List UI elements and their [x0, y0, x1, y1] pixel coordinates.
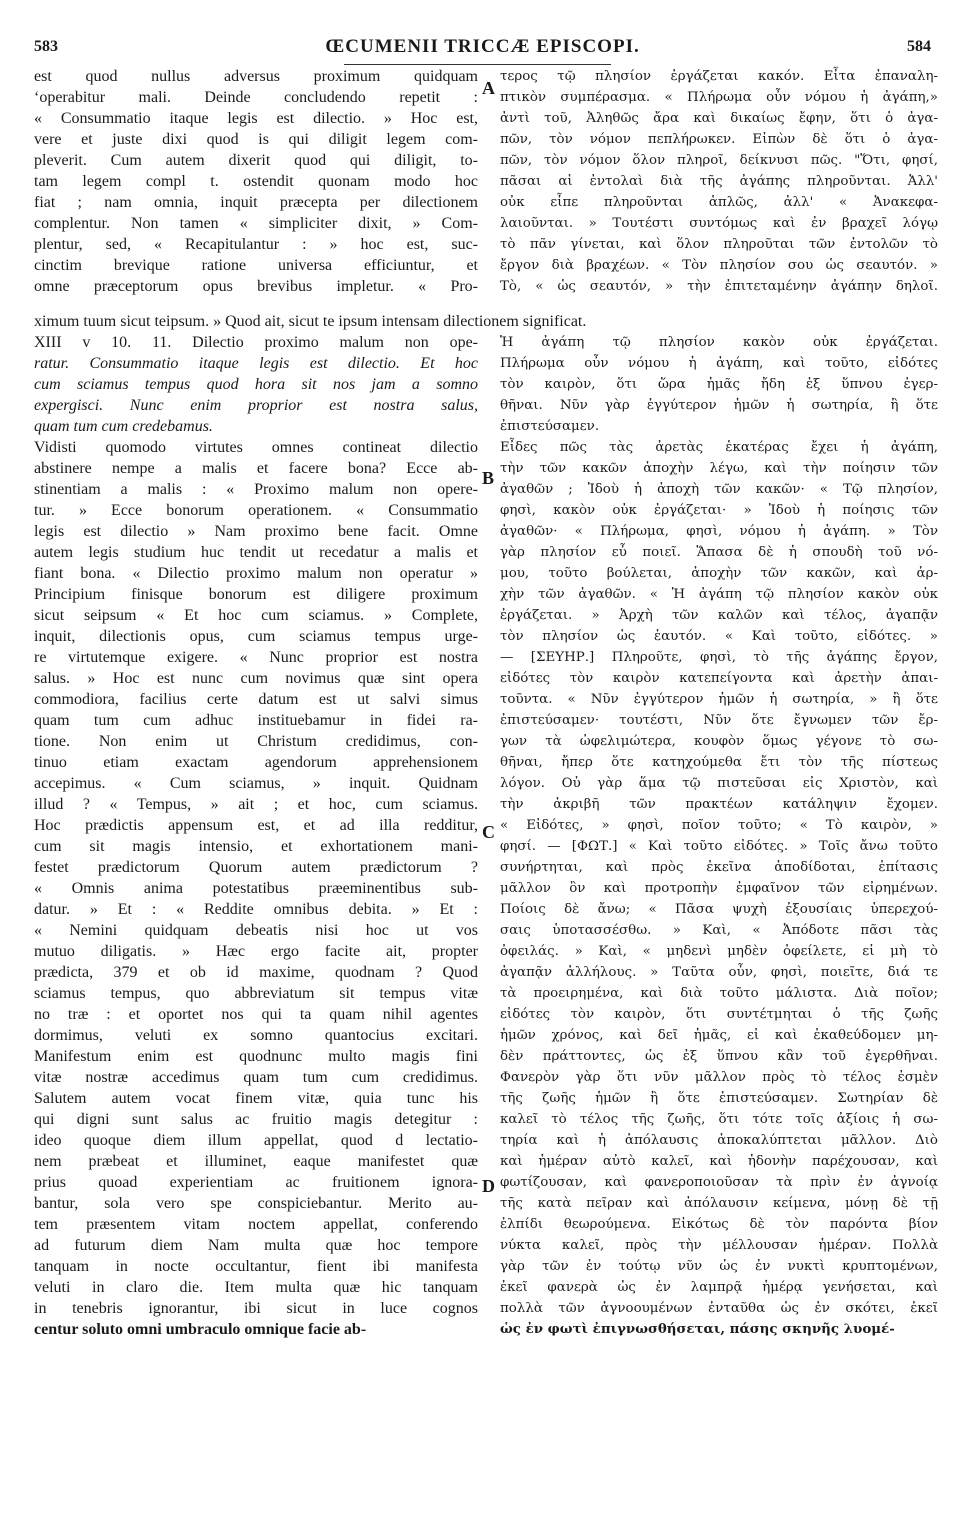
text-line: prius quoad experientiam ac fruitionem ignora- — [34, 1174, 478, 1191]
text-line: cinctim brevique ratione universa efficiuntur, et — [34, 257, 478, 274]
margin-marker-c: C — [482, 822, 495, 842]
text-line: Salutem autem vocat finem vitæ, quia tunc his — [34, 1090, 478, 1107]
text-line: ‘operabitur mali. Deinde concludendo repetit : — [34, 89, 478, 106]
text-line: re virtutemque exigere. « Nunc proprior est nostra — [34, 649, 478, 666]
text-line: « Nemini quidquam debeatis nisi hoc ut vos — [34, 922, 478, 939]
text-line: τοῦντα. « Νῦν ἐγγύτερον ἡμῶν ἡ σωτηρία, » ἢ ὅτε — [500, 692, 938, 707]
text-line: mutuo diligatis. » Hæc ergo facite ait, propter — [34, 943, 478, 960]
text-line: ἀντὶ τοῦ, Ἀληθῶς ἄρα καὶ δικαίως ἔφην, ὅτι ὁ ἀγα- — [500, 111, 938, 126]
text-line: accepimus. « Cum sciamus, » inquit. Quidnam — [34, 775, 478, 792]
text-line: νύκτα καλεῖ, πρὸς τὴν μέλλουσαν ἡμέραν. Πολλὰ — [500, 1238, 938, 1253]
text-line: ratur. Consummatio itaque legis est dilectio. Et hoc — [34, 355, 478, 372]
text-line: οὐκ εἶπε πληροῦνται ἁπλῶς, ἀλλ' « Ἀνακεφα- — [500, 195, 938, 210]
text-line: sicut seipsum « Et hoc cum sciamus. » Complete, — [34, 607, 478, 624]
text-line: πολλὰ τῶν ἀγνοουμένων ἐνταῦθα ὡς ἐν σκότει, ἐκεῖ — [500, 1301, 938, 1316]
text-line: Vidisti quomodo virtutes omnes contineat dilectio — [34, 439, 478, 456]
text-line: — [ΣΕΥΗΡ.] Πληροῦτε, φησὶ, τὸ τῆς ἀγάπης ἔργον, — [500, 650, 938, 665]
text-line: vitæ nostræ accedimus quam tum cum credidimus. — [34, 1069, 478, 1086]
text-line: fiant bona. « Dilectio proximo malum non operatur » — [34, 565, 478, 582]
text-line: Hoc prædictis appensum est, et ad illa redditur, — [34, 817, 478, 834]
text-line: cum sciamus tempus quod hora sit nos jam a somno — [34, 376, 478, 393]
text-line: tinuo etiam exactam agendorum apprehensionem — [34, 754, 478, 771]
text-line: ἀγαπᾷν ἀλλήλους. » Ταῦτα οὖν, φησὶ, ποιεῖτε, διά τε — [500, 965, 938, 980]
text-line: quam tum cum credebamus. — [34, 418, 213, 435]
text-line: autem legis studium huc tendit ut recedatur a malis et — [34, 544, 478, 561]
text-line: plentur, sed, « Recapitulantur : » hoc est, suc- — [34, 236, 478, 253]
text-line: tur. » Ecce bonorum operationem. « Consummatio — [34, 502, 478, 519]
text-line: Ποίοις δὲ ἄνω; « Πᾶσα ψυχὴ ἐξουσίαις ὑπερεχού- — [500, 902, 938, 917]
text-line: τὴν ἀκριβῆ τῶν πρακτέων κατάληψιν ἔχομεν. — [500, 797, 938, 812]
text-line: καὶ ἡμέραν αὐτὸ καλεῖ, καὶ ἡδονὴν παρέχουσαν, καὶ — [500, 1154, 938, 1169]
text-line: πῶν, τὸν νόμον ὅλον πληροῖ, δείκνυσι πῶς. "Ὅτι, φησί, — [500, 153, 938, 168]
text-line: Φανερὸν γὰρ ὅτι νῦν μᾶλλον πρὸς τὸ τέλος ἐσμὲν — [500, 1070, 938, 1085]
text-line: est quod nullus adversus proximum quidquam — [34, 68, 478, 85]
text-line: veluti in claro die. Item multa quæ hic tanquam — [34, 1279, 478, 1296]
text-line: Εἶδες πῶς τὰς ἀρετὰς ἑκατέρας ἔχει ἡ ἀγάπη, — [500, 440, 938, 455]
text-line: ἐλπίδι θεωρούμενα. Εἰκότως δὲ τὸν παρόντα βίον — [500, 1217, 938, 1232]
margin-marker-a: A — [482, 78, 495, 98]
running-header — [34, 30, 931, 60]
latin-column-top — [34, 66, 478, 297]
text-line: χὴν τῶν ἀγαθῶν. « Ἡ ἀγάπη τῷ πλησίον κακὸν οὐκ — [500, 587, 938, 602]
text-line: συνήρτηται, καὶ πρὸς ἐκεῖνα ἀποδίδοται, ἐπίτασις — [500, 860, 938, 875]
text-line: θῆναι. Νῦν γὰρ ἐγγύτερον ἡμῶν ἡ σωτηρία, ἢ ὅτε — [500, 398, 938, 413]
text-line: Πλήρωμα οὖν νόμου ἡ ἀγάπη, καὶ τοῦτο, εἰδότες — [500, 356, 938, 371]
text-line: Τὸ, « ὡς σεαυτόν, » τὴν ἐπιτεταμένην ἀγάπην δηλοῖ. — [500, 279, 938, 294]
text-line: expergisci. Nunc enim proprior est nostra salus, — [34, 397, 478, 414]
running-title: ŒCUMENII TRICCÆ EPISCOPI. — [325, 36, 640, 57]
text-line: dormimus, veluti ex somno quantocius excitari. — [34, 1027, 478, 1044]
text-line: ὀφειλάς. » Καὶ, « μηδενὶ μηδὲν ὀφείλετε, εἰ μὴ τὸ — [500, 944, 938, 959]
text-line: « Omnis anima potestatibus præeminentibus sub- — [34, 880, 478, 897]
margin-marker-b: B — [482, 468, 495, 488]
text-line: ideo quoque diem illum appellat, quod d lectatio- — [34, 1132, 478, 1149]
text-line: illud ? « Tempus, » ait ; et hoc, cum sciamus. — [34, 796, 478, 813]
greek-column-main — [500, 332, 938, 1340]
text-line: λόγον. Οὐ γὰρ ἅμα τῷ πιστεῦσαι εἰς Χριστὸν, καὶ — [500, 776, 938, 791]
text-line: πτικὸν συμπέρασμα. « Πλήρωμα οὖν νόμου ἡ ἀγάπη,» — [500, 90, 938, 105]
text-line: μου, τοῦτο βούλεται, ἀποχὴν τῶν κακῶν, καὶ ἀρ- — [500, 566, 938, 581]
text-line: ἐπιστεύσαμεν· τουτέστι, Νῦν ὅτε ἔγνωμεν τῶν ἔρ- — [500, 713, 938, 728]
text-line: ἡμῶν χρόνος, καὶ δεῖ ἡμᾶς, εἰ καὶ ἐκαθεύδομεν μη- — [500, 1028, 938, 1043]
text-line: quam tum cum adhuc instituebamur in fidei ra- — [34, 712, 478, 729]
text-line: τὸν πλησίον ὡς ἑαυτόν. « Καὶ τοῦτο, εἰδότες. » — [500, 629, 938, 644]
text-line: qui digni sunt salus ac fruitio magis detegitur : — [34, 1111, 478, 1128]
text-line: legis est dilectio » Nam proximo bene facit. Omne — [34, 523, 478, 540]
text-line: pleverit. Cum autem dixerit quod qui diligit, to- — [34, 152, 478, 169]
text-line: Ἡ ἀγάπη τῷ πλησίον κακὸν οὐκ ἐργάζεται. — [500, 335, 938, 350]
text-line: abstinere nempe a malis et facere bona? Ecce ab- — [34, 460, 478, 477]
text-line: complentur. Non tamen « simpliciter dixit, » Com- — [34, 215, 478, 232]
text-line: εἰδότες τὸν καιρὸν, ὅτι συντέτμηται ὁ τῆς ζωῆς — [500, 1007, 938, 1022]
text-line: ἀγαθῶν· « Πλήρωμα, φησὶ, νόμου ἡ ἀγάπη. » Τὸν — [500, 524, 938, 539]
text-line: εἰδότες τὸν καιρὸν κατεπείγοντα καὶ ἀρετὴν ἀπαι- — [500, 671, 938, 686]
text-line: omne præceptorum opus brevibus impletur. « Pro- — [34, 278, 478, 295]
text-line: τὰ προειρημένα, καὶ διὰ τοῦτο μάλιστα. Διὰ ποῖον; — [500, 986, 938, 1001]
text-line: stinentiam a malis : « Proximo malum non opere- — [34, 481, 478, 498]
header-rule — [344, 64, 611, 65]
text-line: sciamus tempus, quo abbreviatum sit tempus vitæ — [34, 985, 478, 1002]
text-line: πᾶσαι αἱ ἐντολαὶ διὰ τῆς ἀγάπης πληροῦνται. Ἀλλ' — [500, 174, 938, 189]
text-line: Principium finisque bonorum est diligere proximum — [34, 586, 478, 603]
text-line: ἐκεῖ φανερὰ ὡς ἐν λαμπρᾷ ἡμέρᾳ γενήσεται, καὶ — [500, 1280, 938, 1295]
text-line: tem præsentem vitam noctem appellat, conferendo — [34, 1216, 478, 1233]
text-line: inquit, dilectionis opus, cum sciamus tempus urge- — [34, 628, 478, 645]
text-line: πῶν, τὸν νόμον πεπλήρωκεν. Εἰπὼν δὲ ὅτι ὁ ἀγα- — [500, 132, 938, 147]
text-line: tanquam in nocte occultantur, fient ibi manifesta — [34, 1258, 478, 1275]
text-line: ad futurum diem Nam multa quæ hoc tempore — [34, 1237, 478, 1254]
text-line: δὲν πράττοντες, ὡς ἐξ ὕπνου κἂν τοῦ ἐγερθῆναι. — [500, 1049, 938, 1064]
text-line: « Consummatio itaque legis est dilectio. » Hoc est, — [34, 110, 478, 127]
text-line: τερος τῷ πλησίον ἐργάζεται κακόν. Εἶτα ἐπαναλη- — [500, 69, 938, 84]
margin-marker-d: D — [482, 1176, 495, 1196]
text-line: θῆναι, ἤπερ ὅτε κατηχούμεθα ἔτι τὸν τῆς πίστεως — [500, 755, 938, 770]
text-line: τηρία καὶ ἡ ἀπόλαυσις ἀποκαλύπτεται μᾶλλον. Διὸ — [500, 1133, 938, 1148]
text-line: γὰρ τῶν ἐν τούτῳ νῦν ὡς ἐν νυκτὶ κρυπτομένων, — [500, 1259, 938, 1274]
text-line: φωτίζουσαν, καὶ φανεροποιοῦσαν τὰ πρὶν ἐν ἀγνοίᾳ — [500, 1175, 938, 1190]
full-width-line: ximum tuum sicut teipsum. » Quod ait, sicut te ipsum intensam dilectionem significat. — [34, 313, 587, 330]
text-line: ἐπιστεύσαμεν. — [500, 419, 600, 434]
greek-column-top — [500, 66, 938, 297]
text-line: Manifestum enim est quodnunc multo magis fini — [34, 1048, 478, 1065]
text-line: commodiora, facilius certe datum est ut salvi simus — [34, 691, 478, 708]
page-number-left: 583 — [34, 38, 58, 55]
text-line: τὸν καιρὸν, ὅτι ὥρα ἡμᾶς ἤδη ἐξ ὕπνου ἐγερ- — [500, 377, 938, 392]
text-line: tam legem compl t. ostendit quonam modo hoc — [34, 173, 478, 190]
text-line: cum sit magis intensio, et exhortationem mani- — [34, 838, 478, 855]
text-line: no træ : et oportet nos qui ta quam nihil agentes — [34, 1006, 478, 1023]
text-line: tione. Non enim ut Christum credidimus, con- — [34, 733, 478, 750]
text-line: ἔργον διὰ βραχέων. « Τὸν πλησίον σου ὡς σεαυτόν. » — [500, 258, 938, 273]
text-line: τὸ πᾶν γίνεται, καὶ ὅλον πληροῦται τῶν ἐντολῶν τὸ — [500, 237, 938, 252]
text-line: vere et juste dixi quod is qui diligit legem com- — [34, 131, 478, 148]
text-line: ἀγαθῶν ; Ἰδοὺ ἡ ἀποχὴ τῶν κακῶν· « Τῷ πλησίον, — [500, 482, 938, 497]
text-line: λαιοῦνται. » Τουτέστι συντόμως καὶ ἐν βραχεῖ λόγῳ — [500, 216, 938, 231]
text-line: τῆς ζωῆς ἡμῶν ἢ ὅτε ἐπιστεύσαμεν. Σωτηρίαν δὲ — [500, 1091, 938, 1106]
text-line: in tenebris ignorantur, ibi sicut in luce cognos — [34, 1300, 478, 1317]
page-number-right: 584 — [907, 38, 931, 55]
text-line: τῆς κατὰ πεῖραν καὶ ἀπόλαυσιν κείμενα, μόνῃ δὲ τῇ — [500, 1196, 938, 1211]
text-line: γὰρ πλησίον εὖ ποιεῖ. Ἅπασα δὲ ἡ σπουδὴ τοῦ νό- — [500, 545, 938, 560]
text-line: XIII v 10. 11. Dilectio proximo malum non ope- — [34, 334, 478, 351]
text-line: ὡς ἐν φωτὶ ἐπιγνωσθήσεται, πάσης σκηνῆς λυομέ- — [500, 1321, 895, 1337]
text-line: γων τὰ ὠφελιμώτερα, κουφὸν ὅμως γέγονε τὸ σω- — [500, 734, 938, 749]
text-line: nem præbeat et illuminet, eaque manifestet quæ — [34, 1153, 478, 1170]
text-line: datur. » Et : « Reddite omnibus debita. » Et : — [34, 901, 478, 918]
text-line: φησί. — [ΦΩΤ.] « Καὶ τοῦτο εἰδότες. » Τοῖς ἄνω τοῦτο — [500, 839, 938, 854]
text-line: φησὶ, κακὸν οὐκ ἐργάζεται· » Ἰδοὺ ἡ ποίησις τῶν — [500, 503, 938, 518]
text-line: festet prædictorum Quorum autem prædictorum ? — [34, 859, 478, 876]
text-line: salus. » Hoc est nunc cum novimus quæ sint opera — [34, 670, 478, 687]
text-line: « Εἰδότες, » φησὶ, ποῖον τοῦτο; « Τὸ καιρὸν, » — [500, 818, 938, 833]
text-line: σαις ὑποτασσέσθω. » Καὶ, « Ἀπόδοτε πᾶσι τὰς — [500, 923, 938, 938]
text-line: prædicta, 379 et ob id maxime, quodnam ? Quod — [34, 964, 478, 981]
text-line: μᾶλλον ὂν καὶ προτροπὴν ἐμφαῖνον τῶν εἰρημένων. — [500, 881, 938, 896]
latin-column-main — [34, 332, 478, 1340]
text-line: ἐργάζεται. » Ἀρχὴ τῶν καλῶν καὶ τέλος, ἀγαπᾷν — [500, 608, 938, 623]
text-line: fiat ; nam omnia, inquit præcepta per dilectionem — [34, 194, 478, 211]
text-line: bantur, sola vero spe conspiciebantur. Merito au- — [34, 1195, 478, 1212]
text-line: centur soluto omni umbraculo omnique facie ab- — [34, 1321, 367, 1338]
text-line: τὴν τῶν κακῶν ἀποχὴν λέγω, καὶ τὴν ποίησιν τῶν — [500, 461, 938, 476]
text-line: καλεῖ τὸ τέλος τῆς ζωῆς, ὅτι τότε τοῖς ἀξίοις ἡ σω- — [500, 1112, 938, 1127]
